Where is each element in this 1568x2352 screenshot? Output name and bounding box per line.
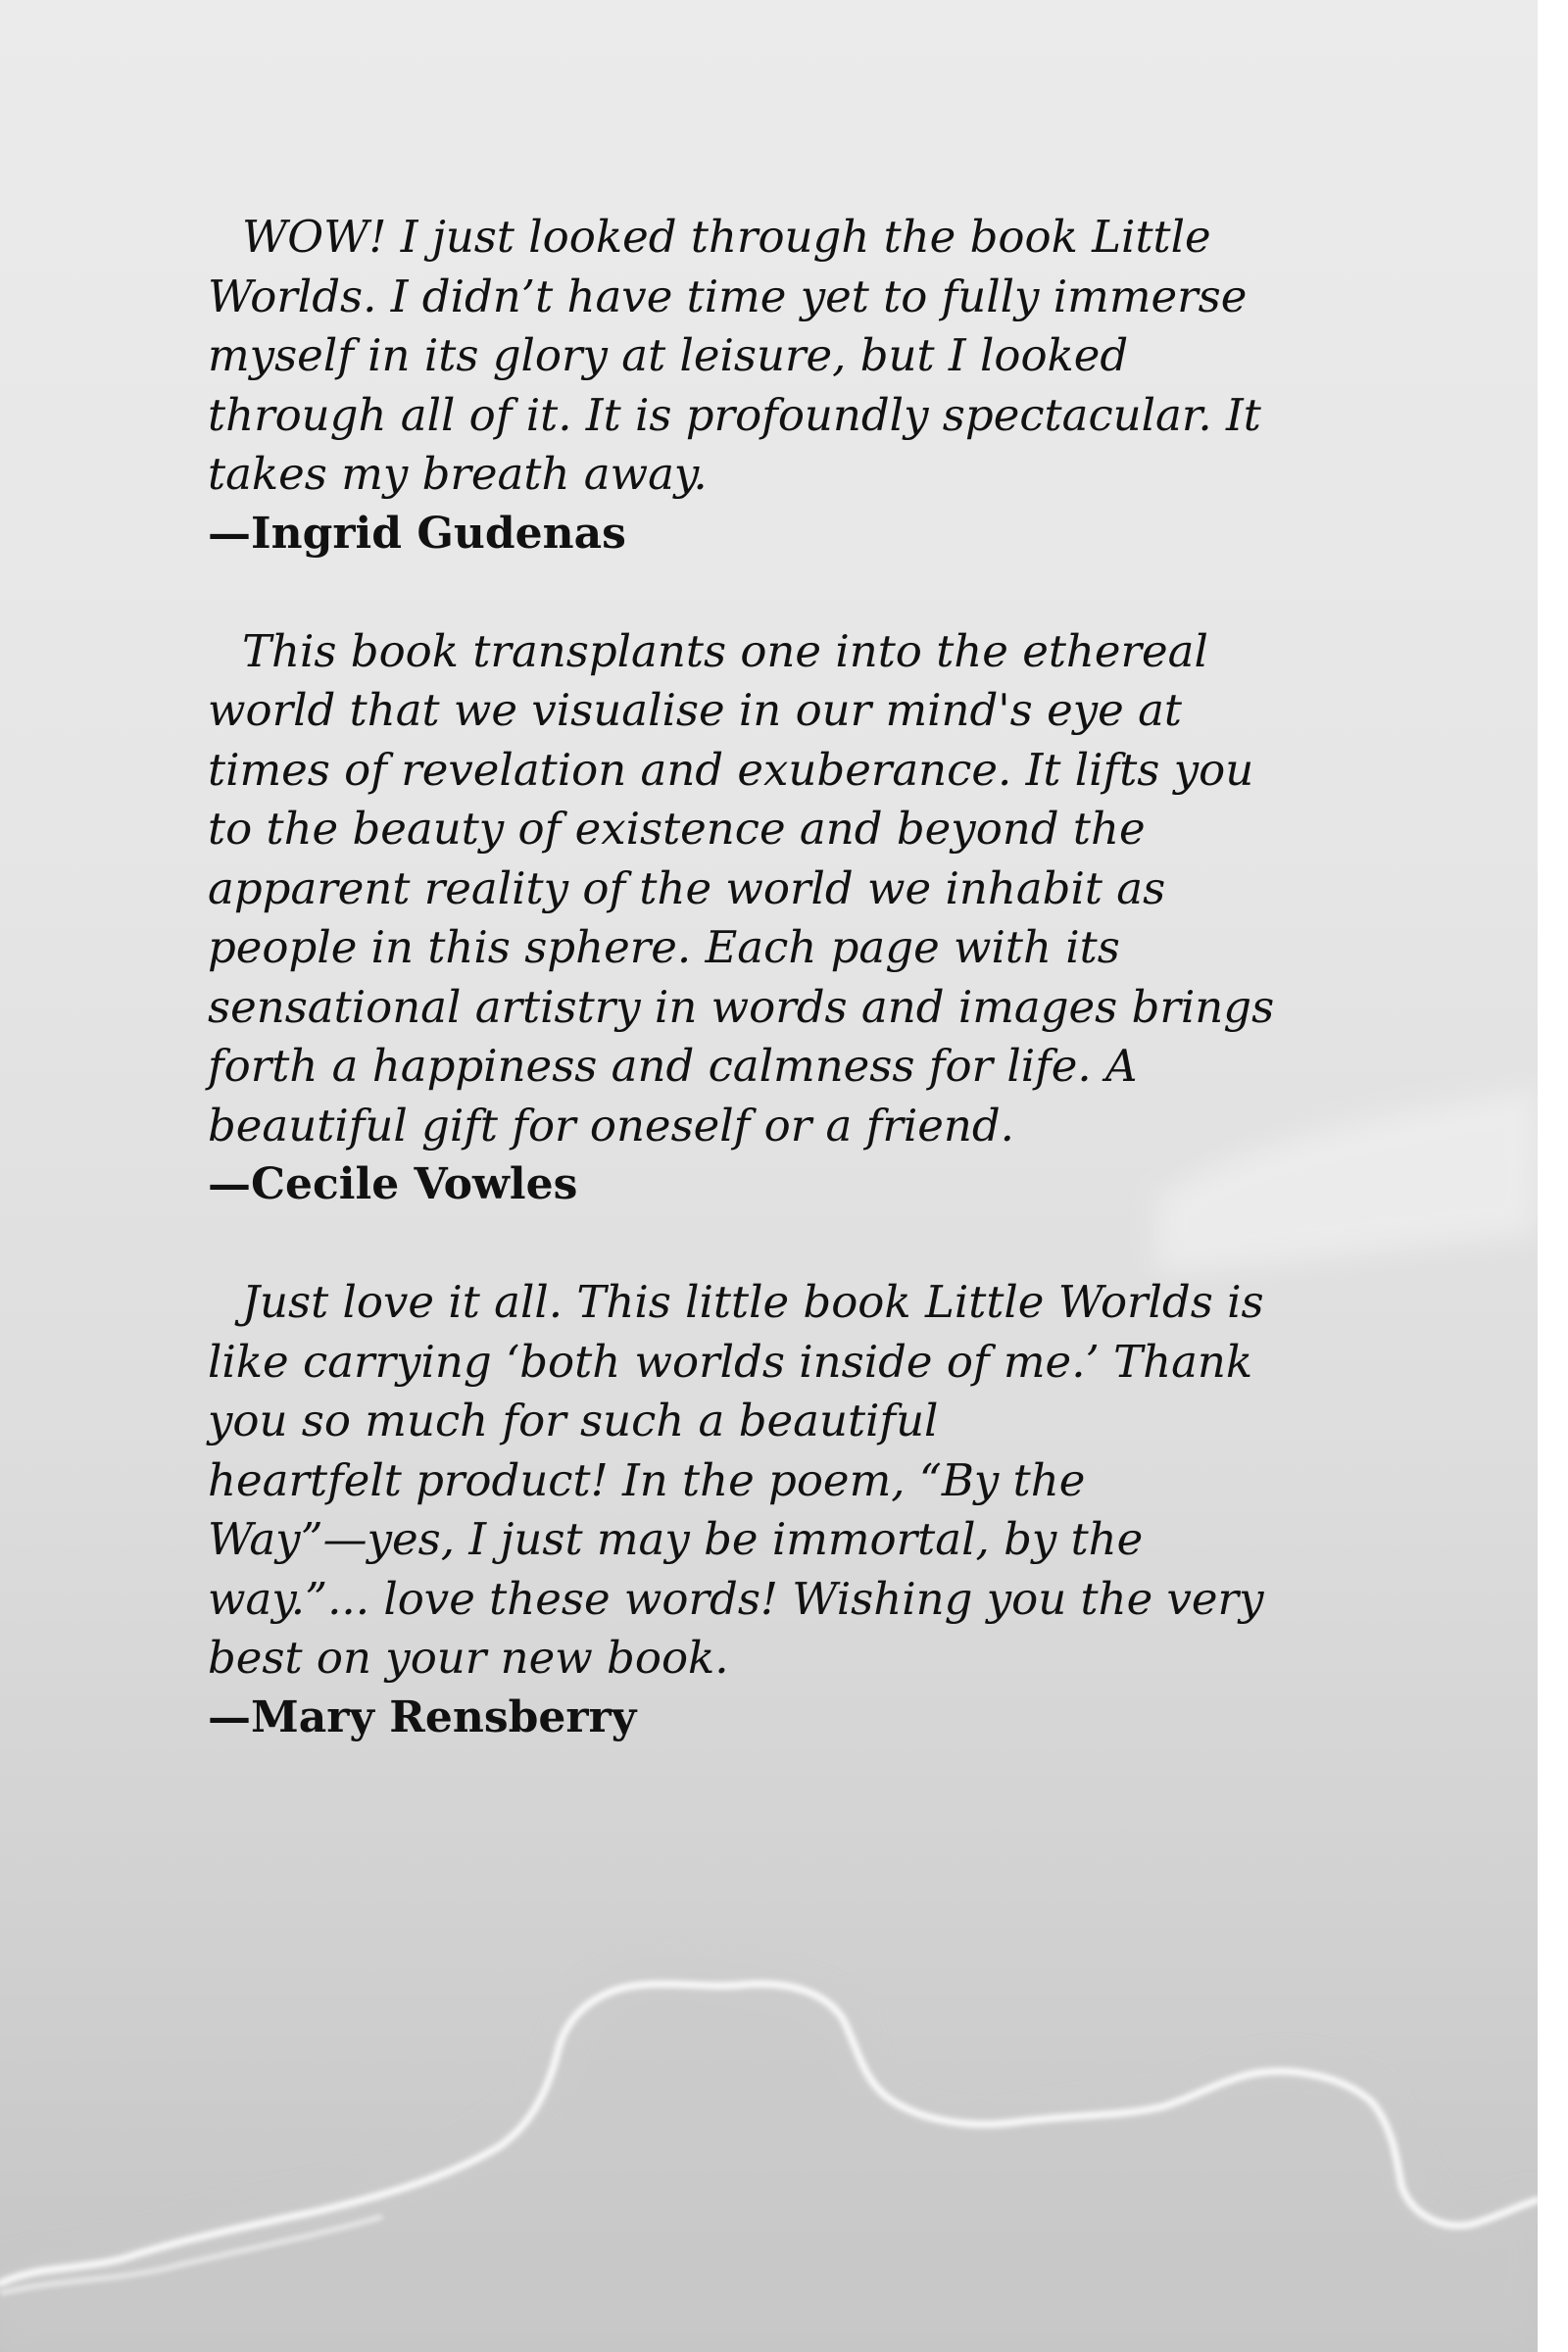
testimonial-text: WOW! I just looked through the book Little Worlds. I didn’t have time yet to fully immerse myself in its glory at leisure, but I looked through all of it. It is profoundly spectacular. It takes my breath away. <box>208 211 1261 500</box>
testimonial-text: This book transplants one into the ethereal world that we visualise in our mind's eye at times of revelation and exuberance. It lifts you to the beauty of existence and beyond the apparent reality of the world we inhabit as people in this sphere. Each page with its sensational artistry in words and images brings forth a happiness and calmness for life. A beautiful gift for oneself or a friend. <box>208 624 1275 1152</box>
testimonials-column <box>208 208 1364 1747</box>
testimonial-author: —Ingrid Gudenas <box>208 508 626 559</box>
testimonial-author: —Cecile Vowles <box>208 1159 578 1209</box>
spacer <box>208 564 1364 622</box>
page-margin <box>1538 0 1568 2352</box>
testimonial-text: Just love it all. This little book Little Worlds is like carrying ‘both worlds inside of me.’ Thank you so much for such a beautiful heartfelt product! In the poem, “By the Way”—yes, I just may be immortal, by the way.”... love these words! Wishing you the very best on your new book. <box>208 1276 1264 1684</box>
testimonial-author: —Mary Rensberry <box>208 1691 637 1742</box>
spacer <box>208 1214 1364 1273</box>
